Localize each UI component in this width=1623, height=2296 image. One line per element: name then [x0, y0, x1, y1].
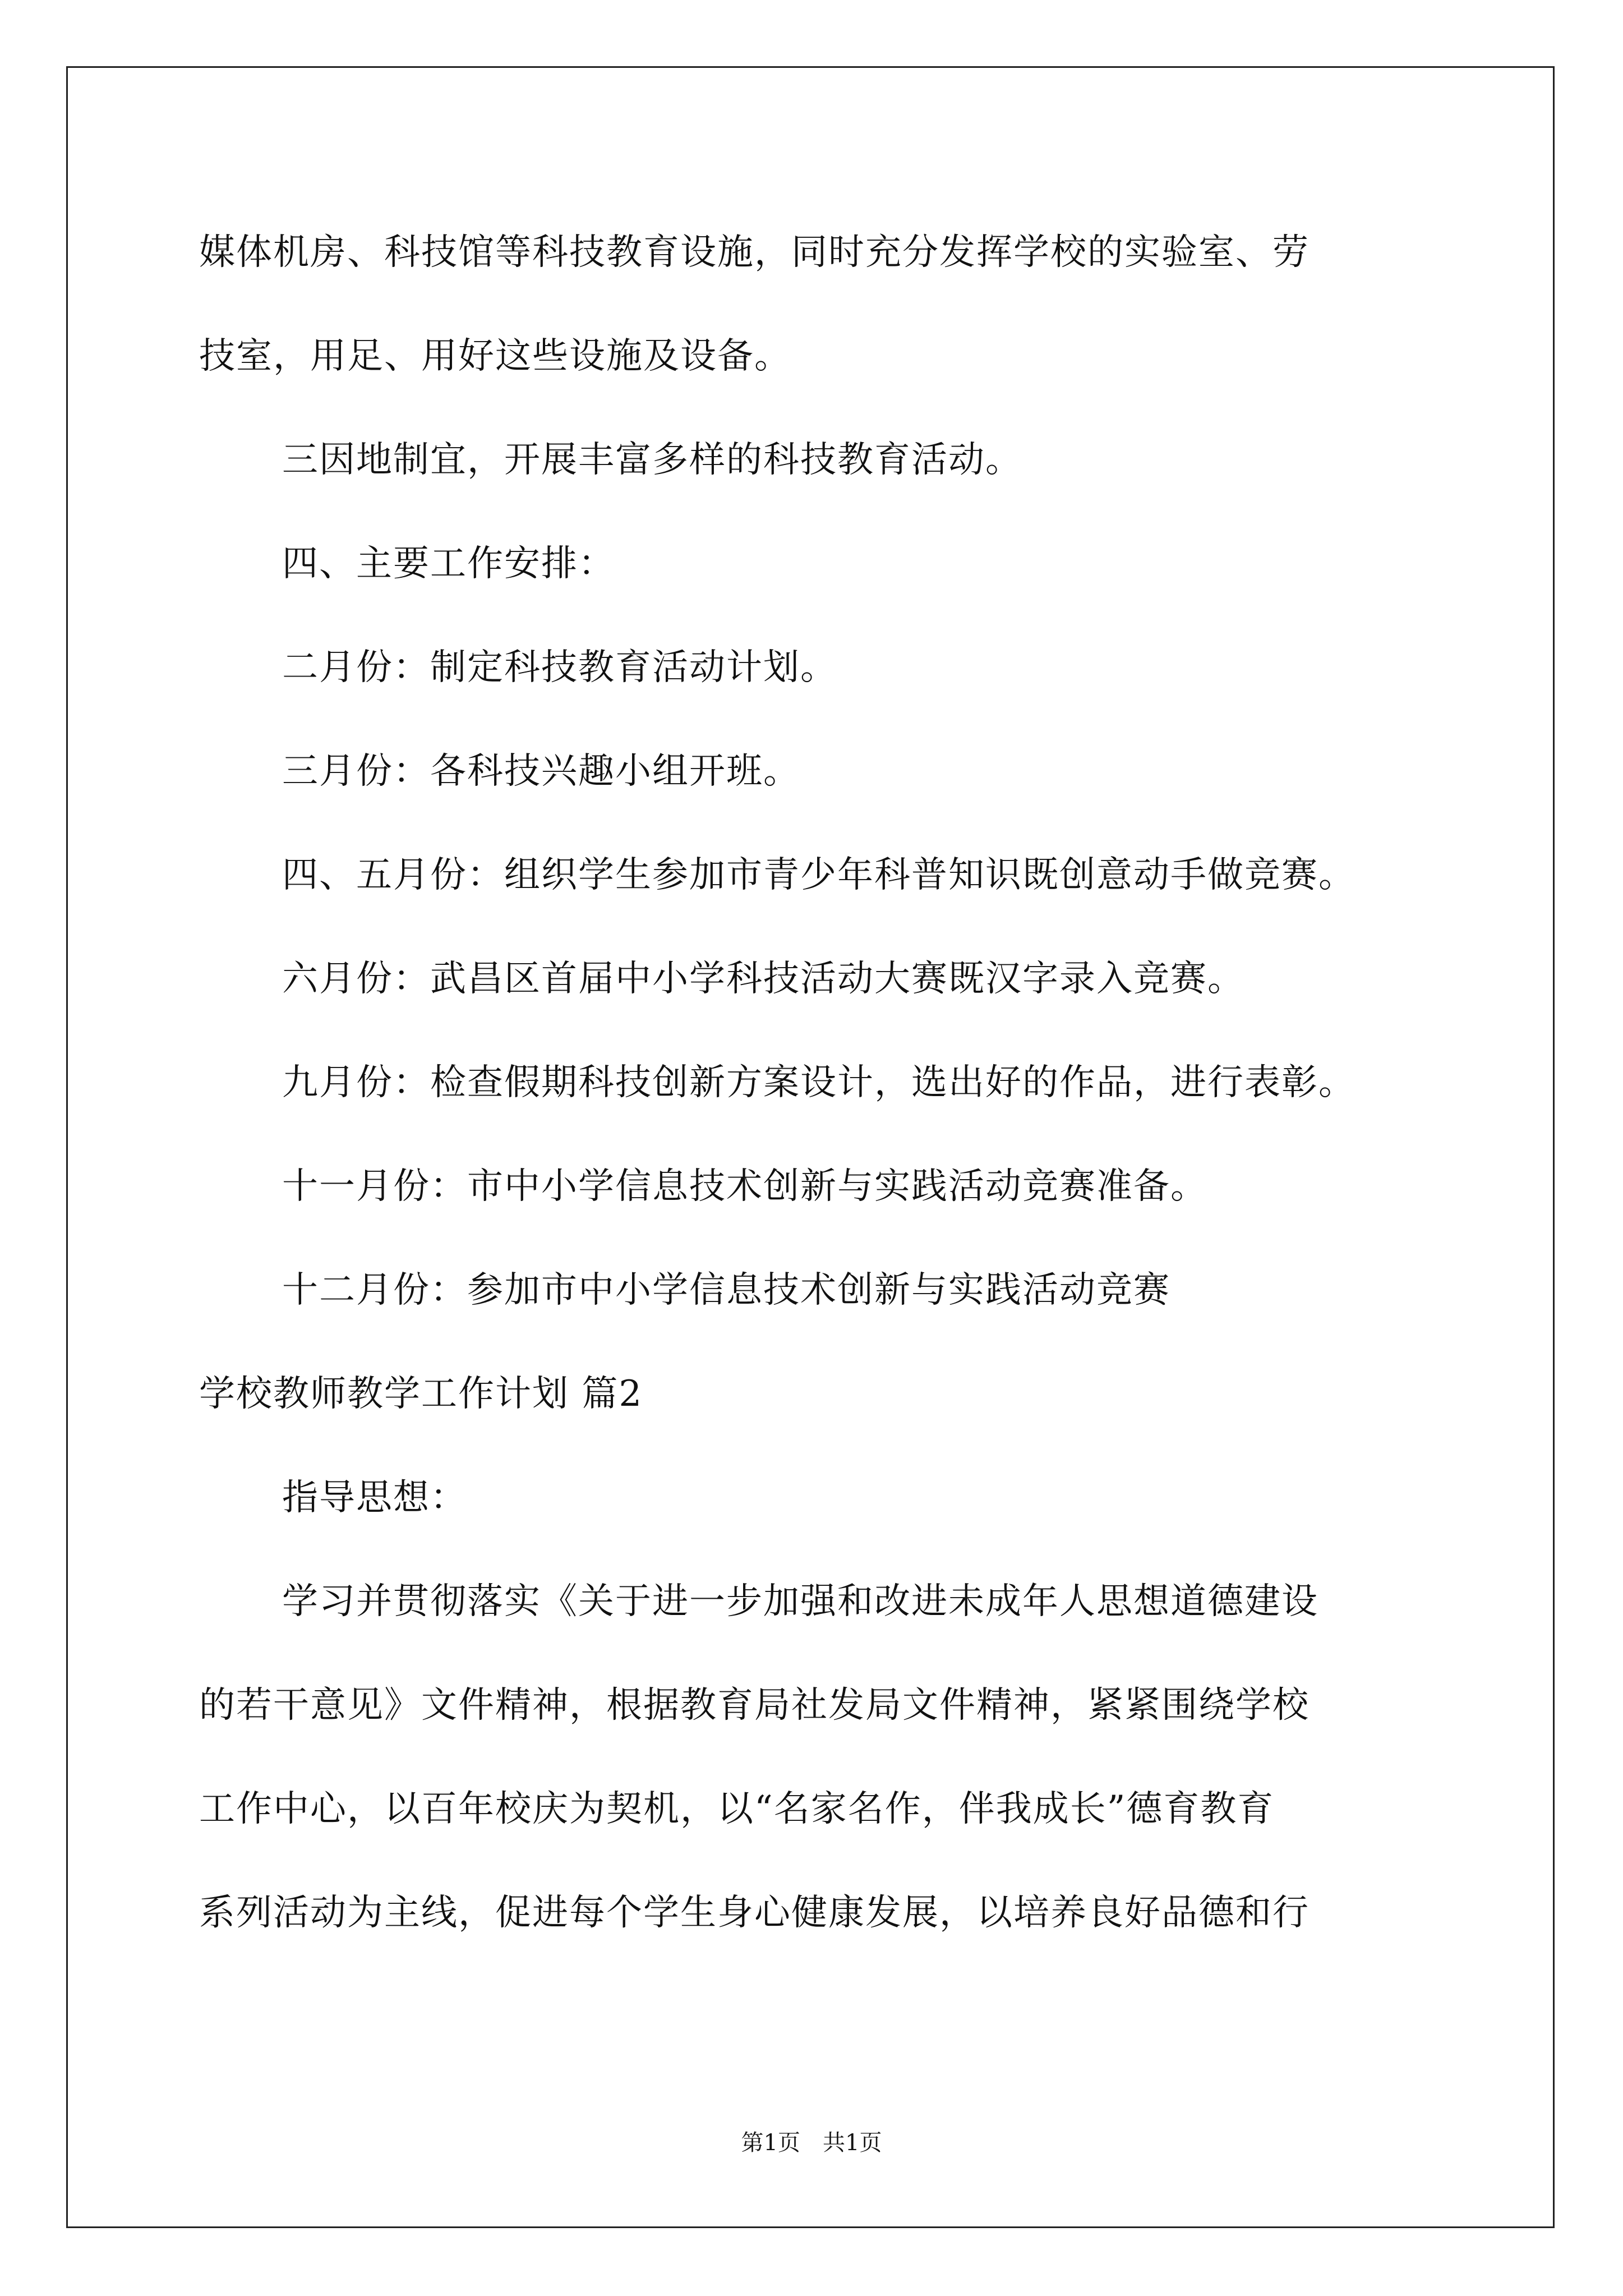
section-heading: 四、主要工作安排：: [282, 543, 615, 585]
text-line: 的若干意见》文件精神，根据教育局社发局文件精神，紧紧围绕学校: [199, 1685, 1310, 1726]
page-number: 第1页: [741, 2130, 800, 2156]
text-line: 学习并贯彻落实《关于进一步加强和改进未成年人思想道德建设: [282, 1581, 1318, 1622]
text-line: 系列活动为主线，促进每个学生身心健康发展，以培养良好品德和行: [199, 1892, 1310, 1934]
schedule-item: 九月份：检查假期科技创新方案设计，选出好的作品，进行表彰。: [282, 1062, 1355, 1103]
section-title: 学校教师教学工作计划 篇2: [199, 1373, 643, 1415]
schedule-item: 十一月份：市中小学信息技术创新与实践活动竞赛准备。: [282, 1166, 1207, 1207]
page-total: 共1页: [823, 2130, 882, 2156]
schedule-item: 二月份：制定科技教育活动计划。: [282, 647, 837, 688]
document-body: [199, 222, 1433, 1986]
schedule-item: 三月份：各科技兴趣小组开班。: [282, 751, 800, 792]
schedule-item: 四、五月份：组织学生参加市青少年科普知识既创意动手做竞赛。: [282, 854, 1355, 896]
text-line: 三因地制宜，开展丰富多样的科技教育活动。: [282, 439, 1022, 481]
page-footer: [0, 2126, 1623, 2160]
text-line: 技室，用足、用好这些设施及设备。: [199, 335, 791, 377]
section-heading: 指导思想：: [282, 1477, 467, 1519]
schedule-item: 六月份：武昌区首届中小学科技活动大赛既汉字录入竞赛。: [282, 958, 1244, 1000]
text-line: 工作中心，以百年校庆为契机，以“名家名作，伴我成长”德育教育: [199, 1788, 1275, 1830]
schedule-item: 十二月份：参加市中小学信息技术创新与实践活动竞赛: [282, 1269, 1170, 1311]
text-line: 媒体机房、科技馆等科技教育设施，同时充分发挥学校的实验室、劳: [199, 232, 1310, 273]
